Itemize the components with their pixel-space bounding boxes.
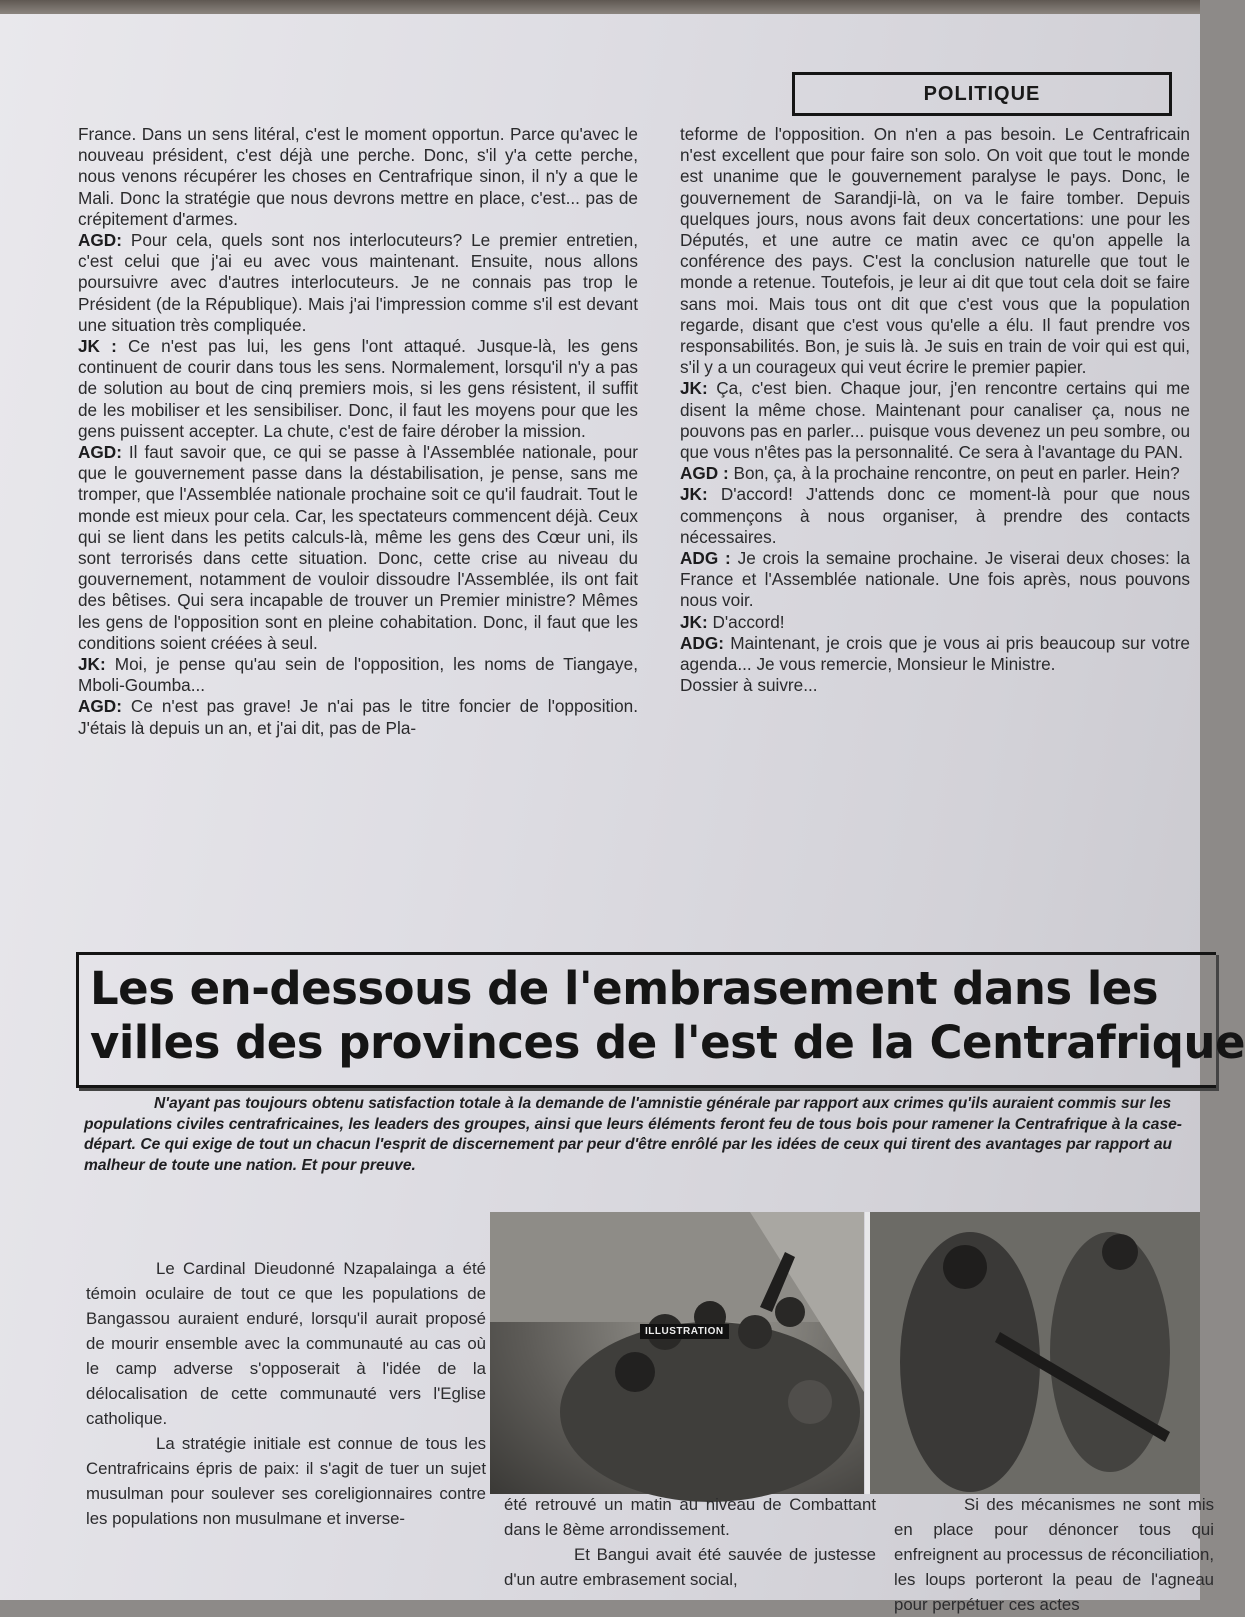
speaker-label: JK: xyxy=(680,484,708,505)
news-photo-soldiers xyxy=(490,1212,864,1494)
interview-paragraph xyxy=(78,654,638,696)
interview-paragraph xyxy=(680,484,1190,548)
article-body-column-1 xyxy=(86,1256,486,1531)
speaker-label: AGD: xyxy=(78,696,122,717)
speaker-label: AGD: xyxy=(78,442,122,463)
speaker-text: Dossier à suivre... xyxy=(680,675,818,696)
speaker-label: ADG : xyxy=(680,548,731,569)
article-paragraph: été retrouvé un matin au niveau de Combattant dans le 8ème arrondissement. xyxy=(504,1495,876,1539)
speaker-text: Pour cela, quels sont nos interlocuteurs? Le premier entretien, c'est celui que j'ai eu avec vous maintenant. Ensuite, nous allons poursuivre avec d'autres interlocuteurs. Je ne connais pas trop le Président (de la République). Mais j'ai l'impression comme s'il est devant une situation très compliquée. xyxy=(78,230,638,335)
interview-paragraph xyxy=(78,336,638,442)
interview-paragraph xyxy=(680,463,1190,484)
interview-paragraph xyxy=(78,230,638,336)
article-paragraph: Et Bangui avait été sauvée de justesse d'un autre embrasement social, xyxy=(504,1545,876,1589)
speaker-text: France. Dans un sens litéral, c'est le moment opportun. Parce qu'avec le nouveau président, c'est déjà une perche. Donc, s'il y'a cette perche, nous venons récupérer les choses en Centrafrique sinon, il n'y a que le Mali. Donc la stratégie que nous devrons mettre en place, c'est... pas de crépitement d'armes. xyxy=(78,124,638,229)
article-headline xyxy=(90,962,1245,1070)
interview-paragraph xyxy=(680,548,1190,612)
interview-paragraph xyxy=(680,633,1190,675)
section-rubric: POLITIQUE xyxy=(792,72,1172,116)
article-body-column-2 xyxy=(504,1492,876,1592)
interview-paragraph xyxy=(680,378,1190,463)
interview-column-1 xyxy=(78,124,638,739)
speaker-label: JK: xyxy=(680,378,708,399)
speaker-label: ADG: xyxy=(680,632,724,653)
interview-paragraph xyxy=(680,124,1190,378)
news-photo-armed-men xyxy=(870,1212,1200,1494)
speaker-text: teforme de l'opposition. On n'en a pas besoin. Le Centrafricain n'est excellent que pour faire son solo. On voit que tout le monde est unanime que le gouvernement paralyse le pays. Donc, le gouvernement de Sarandji-là, on va le faire tomber. Depuis quelques jours, nous avons fait deux concertations: une pour les Députés, et une autre ce matin avec ce qu'on appelle la conférence des pays. C'est la conclusion naturelle que tout le monde a retenue. Toutefois, je leur ai dit que tout cela doit se faire sans moi. Mais tous ont dit que c'est vous que la population regarde, disant que c'est vous qu'elle a élu. Il faut prendre vos responsabilités. Bon, je suis là. Je suis en train de voir qui est qui, s'il y a un courageux qui veut écrire le premier papier. xyxy=(680,124,1190,378)
article-paragraph: Si des mécanismes ne sont mis en place pour dénoncer tous qui enfreignent au processus de réconciliation, les loups porteront la peau de l'agneau pour perpétuer ces actes xyxy=(894,1495,1214,1614)
article-paragraph: La stratégie initiale est connue de tous les Centrafricains épris de paix: il s'agit de tuer un sujet musulman pour soulever ses coreligionnaires contre les populations non musulmane et inverse- xyxy=(86,1434,486,1528)
speaker-text: Ce n'est pas lui, les gens l'ont attaqué. Jusque-là, les gens continuent de courir dans tous les sens. Normalement, lorsqu'il n'y a pas de solution au bout de cinq premiers mois, si les gens résistent, il suffit de les mobiliser et les sensibiliser. Donc, il faut les moyens pour que les gens puissent accepter. La chute, c'est de faire dérober la mission. xyxy=(78,336,638,441)
article-body-column-3 xyxy=(894,1492,1214,1617)
headline-line-1: Les en-dessous de l'embrasement dans les xyxy=(90,962,1159,1015)
speaker-text: Maintenant, je crois que je vous ai pris beaucoup sur votre agenda... Je vous remercie, Monsieur le Ministre. xyxy=(680,632,1190,675)
speaker-text: Ce n'est pas grave! Je n'ai pas le titre foncier de l'opposition. J'étais là depuis un an, et j'ai dit, pas de Pla- xyxy=(78,696,638,738)
speaker-text: D'accord! xyxy=(707,611,785,632)
speaker-text: Moi, je pense qu'au sein de l'opposition, les noms de Tiangaye, Mboli-Goumba... xyxy=(78,654,638,696)
headline-line-2: villes des provinces de l'est de la Centrafrique xyxy=(90,1016,1245,1069)
speaker-text: Il faut savoir que, ce qui se passe à l'Assemblée nationale, pour que le gouvernement passe dans la déstabilisation, je pense, sans me tromper, que l'Assemblée nationale prochaine soit ce qu'il faudrait. Tout le monde est mieux pour cela. Car, les spectateurs commencent déjà. Ceux qui se lient dans les petits calculs-là, même les gens des Cœur uni, ils sont terrorisés dans cette situation. Donc, cette crise au niveau du gouvernement, notamment de vouloir dissoudre l'Assemblée, ils ont fait des bêtises. Qui sera incapable de trouver un Premier ministre? Mêmes les gens de l'opposition sont en pleine cohabitation. Donc, il faut que les conditions soient créées à seul. xyxy=(78,442,638,653)
article-paragraph: Le Cardinal Dieudonné Nzapalainga a été témoin oculaire de tout ce que les populations de Bangassou auraient enduré, lorsqu'il aurait proposé de mourir ensemble avec la communauté au cas où le camp adverse s'opposerait à l'idée de la délocalisation de cette communauté vers l'Eglise catholique. xyxy=(86,1259,486,1428)
page-top-edge xyxy=(0,0,1200,14)
speaker-label: JK: xyxy=(680,611,708,632)
interview-paragraph xyxy=(680,612,1190,633)
illustration-label: ILLUSTRATION xyxy=(640,1324,729,1339)
speaker-label: JK : xyxy=(78,336,117,357)
speaker-label: AGD: xyxy=(78,230,122,251)
photo-2-graphic xyxy=(870,1212,1200,1494)
interview-paragraph xyxy=(78,124,638,230)
speaker-text: Ça, c'est bien. Chaque jour, j'en rencontre certains qui me disent la même chose. Maintenant pour canaliser ça, nous ne pouvons pas en parler... puisque vous devenez un peu sombre, ou que vous n'êtes pas la personnalité. Ce sera à l'avantage du PAN. xyxy=(680,378,1190,463)
speaker-text: Bon, ça, à la prochaine rencontre, on peut en parler. Hein? xyxy=(728,463,1180,484)
article-lead: N'ayant pas toujours obtenu satisfaction totale à la demande de l'amnistie générale par rapport aux crimes qu'ils auraient commis sur les populations civiles centrafricaines, les leaders des groupes, ainsi que leurs éléments feront feu de tous bois pour ramener la Centrafrique à la case-départ. Ce qui exige de tout un chacun l'esprit de discernement par peur d'être enrôlé par les idées de ceux qui tirent des avantages par rapport au malheur de toute une nation. Et pour preuve. xyxy=(84,1095,1182,1174)
speaker-label: AGD : xyxy=(680,463,729,484)
interview-paragraph xyxy=(680,675,1190,696)
interview-paragraph xyxy=(78,696,638,738)
photo-1-graphic xyxy=(490,1212,864,1494)
interview-paragraph xyxy=(78,442,638,654)
speaker-text: Je crois la semaine prochaine. Je viserai deux choses: la France et l'Assemblée nationale. Une fois après, nous pouvons nous voir. xyxy=(680,548,1190,611)
interview-column-2 xyxy=(680,124,1190,696)
speaker-text: D'accord! J'attends donc ce moment-là pour que nous commençons à nous organiser, à prendre des contacts nécessaires. xyxy=(680,484,1190,547)
speaker-label: JK: xyxy=(78,654,106,675)
